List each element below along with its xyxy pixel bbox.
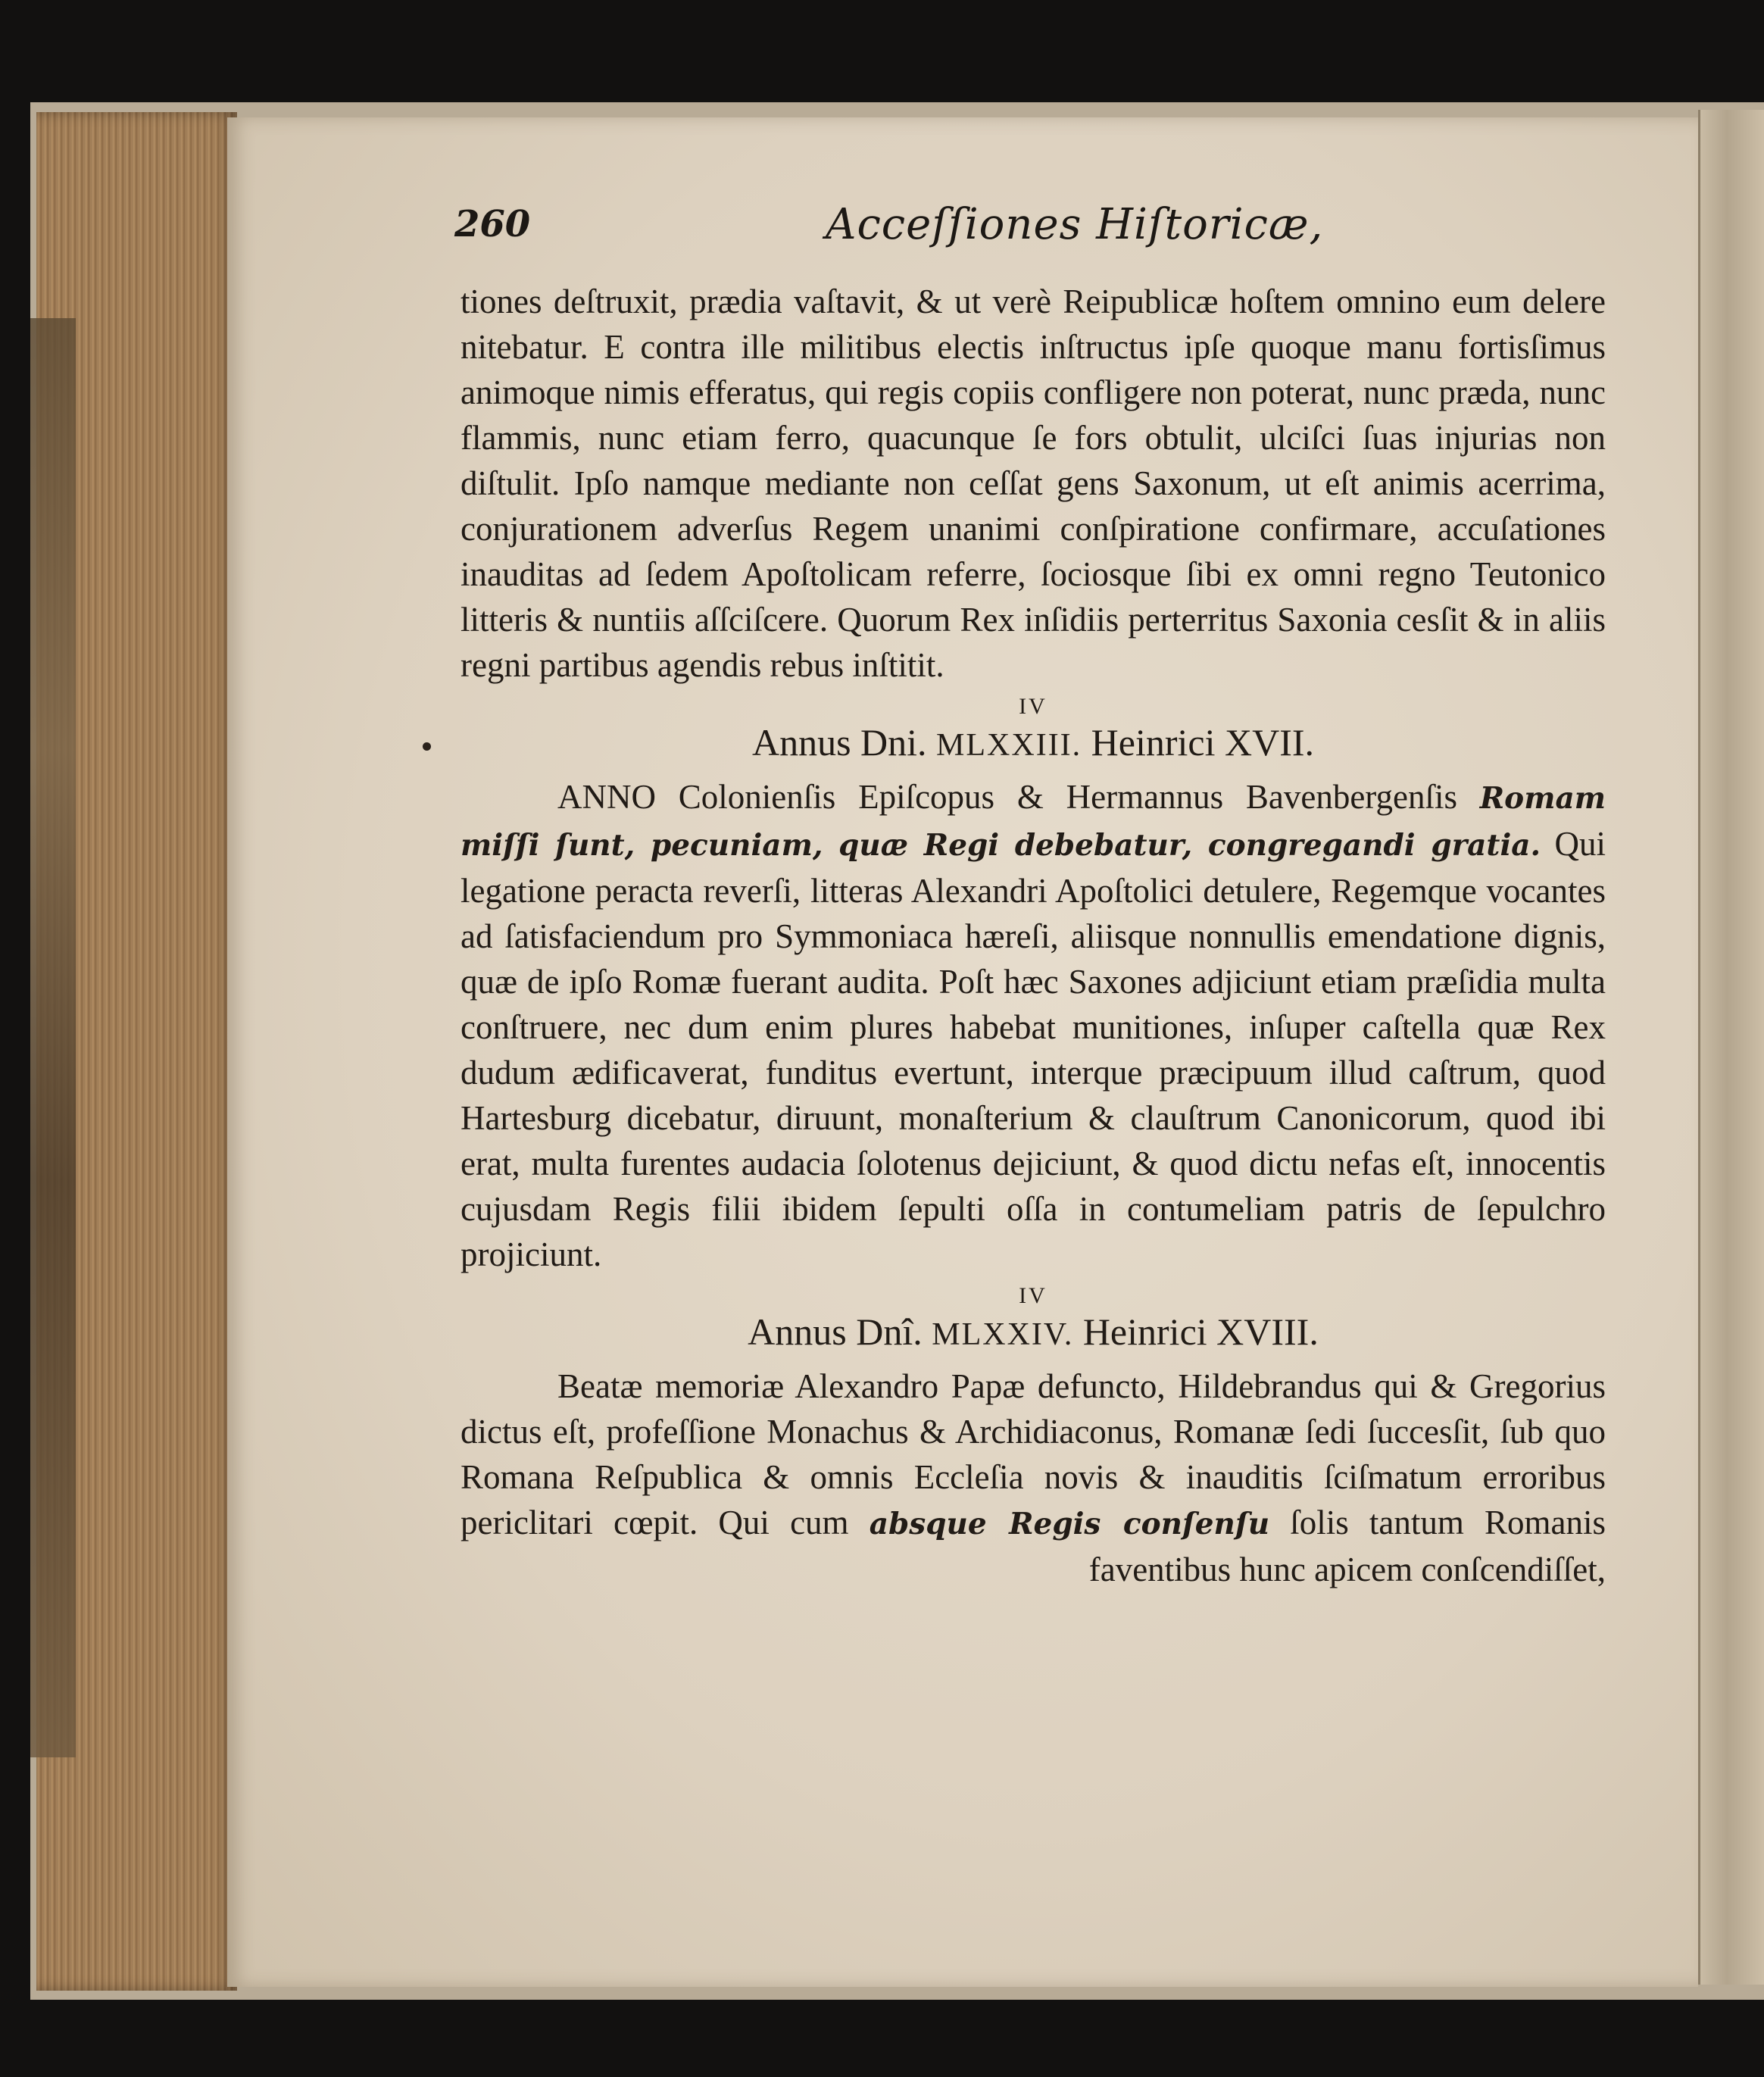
running-title: Acceſſiones Hiſtoricæ, [826,200,1324,249]
year-heading-2-prefix: Annus Dnî. [748,1310,923,1353]
paragraph-2-rest: Qui legatione peracta reverſi, litteras Alexandri Apoſtolici detulere, Regemque vocantes ad ſatisfaciendum pro Symmoniaca hæreſi, aliisque nonnullis emendatione dignis, quæ de ipſo Romæ fuerant audita. Poſt hæc Saxones adjiciunt etiam præſidia multa conſtruere, nec dum enim plures habebat munitiones, inſuper caſtella quæ Rex dudum ædificaverat, funditus evertunt, interque præcipuum illud caſtrum, quod Hartesburg dicebatur, diruunt, monaſterium & clauſtrum Canonicorum, quod ibi erat, multa furentes audacia ſolotenus dejiciunt, & quod dictu nefas eſt, innocentis cujusdam Regis filii ibidem ſepulti oſſa in contumeliam patris de ſepulchro projiciunt. [461,825,1606,1273]
paragraph-3-italic: absque Regis conſenſu [869,1507,1270,1541]
paragraph-3-start: Beatæ memoriæ Alexandro Papæ defuncto, Hildebrandus qui & Gregorius dictus eſt, profeſſione Monachus & Archidiaconus, Romanæ ſedi ſuccesſit, ſub quo Romana Reſpublica & omnis Eccleſia novis & inauditis ſciſmatum erroribus periclitari cœpit. Qui cum [461,1367,1606,1541]
paragraph-2-italic: Romam miſſi ſunt, pecuniam, quæ Regi debebatur, congregandi gratia. [461,781,1606,863]
facing-page-edge [1698,110,1764,1985]
margin-mark [423,742,431,751]
year-heading-1-suffix: Heinrici XVII. [1091,721,1315,764]
year-heading-2 [461,1309,1606,1357]
regnal-number-1: IV [1019,694,1047,719]
year-heading-1-year: MLXXIII. [936,728,1082,763]
regnal-number-2: IV [1019,1283,1047,1308]
text-block [461,279,1606,1592]
year-heading-1-prefix: Annus Dni. [751,721,927,764]
paragraph-2 [461,774,1606,1277]
paragraph-3-end: ſolis tantum Romanis faventibus hunc apicem conſcendiſſet, [1088,1504,1606,1588]
paragraph-1: tiones deſtruxit, prædia vaſtavit, & ut verè Reipublicæ hoſtem omnino eum delere nitebatur. E contra ille militibus electis inſtructus ipſe quoque manu fortisſimus animoque nimis efferatus, qui regis copiis confligere non poterat, nunc præda, nunc flammis, nunc etiam ferro, quacunque ſe fors obtulit, ulciſci ſuas injurias non diſtulit. Ipſo namque mediante non ceſſat gens Saxonum, ut eſt animis acerrima, conjurationem adverſus Regem unanimi conſpiratione confirmare, accuſationes inauditas ad ſedem Apoſtolicam referre, ſociosque ſibi ex omni regno Teutonico litteris & nuntiis aſſciſcere. Quorum Rex inſidiis perterritus Saxonia cesſit & in aliis regni partibus agendis rebus inſtitit. [461,283,1606,684]
year-heading-2-year: MLXXIV. [932,1317,1074,1352]
year-heading-2-suffix: Heinrici XVIII. [1082,1310,1319,1353]
page-number: 260 [454,203,531,245]
paragraph-3 [461,1363,1606,1592]
year-heading-1 [461,720,1606,768]
page-header [454,200,1606,264]
page-edge-stain [30,318,76,1757]
paragraph-2-start: ANNO Colonienſis Epiſcopus & Hermannus Bavenbergenſis [557,778,1457,816]
